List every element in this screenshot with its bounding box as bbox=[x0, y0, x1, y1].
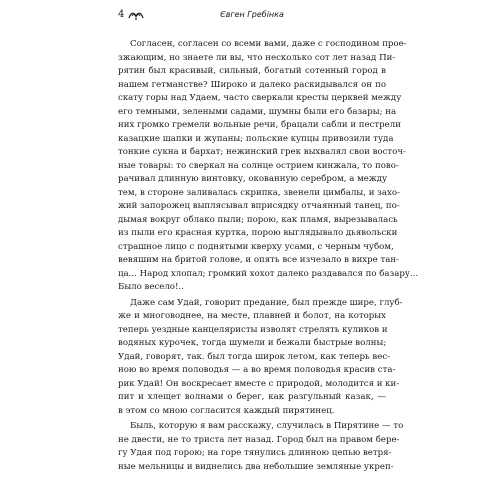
text-line: же и многоводнее, на месте, плавней и болот, на которых bbox=[118, 311, 386, 321]
text-line: них громко гремели вольные речи, брацали сабли и пестрели bbox=[118, 120, 401, 130]
text-line: рачивал длинную винтовку, окованную серебром, а между bbox=[118, 174, 388, 184]
text-line: вевяшим на бритой голове, и опять все изчезало в вихре тан- bbox=[118, 255, 399, 265]
text-line: Удай, говорят, так. был тогда широк летом, как теперь вес- bbox=[118, 351, 391, 362]
text-line: ною во время половодья — а во время половодья красив ста- bbox=[118, 365, 396, 375]
paragraph-1 bbox=[118, 38, 419, 295]
text-line: Даже сам Удай, говорит предание, был прежде шире, глуб- bbox=[130, 297, 403, 308]
text-line: рик Удай! Он воскресает вместе с природой, молодится и ки- bbox=[118, 378, 400, 389]
text-line: из пыли его красная куртка, порою выглядывало дьявольски bbox=[118, 228, 398, 238]
text-line: тем, в стороне заливалась скрипка, звенели цимбалы, и захо- bbox=[118, 187, 400, 198]
text-line: водяных курочек, тогда шумели и бежали быстрые волны; bbox=[118, 338, 387, 348]
text-line: не двести, не то триста лет назад. Город был на правом бере- bbox=[118, 434, 400, 445]
text-line: рятин был красивый, сильный, богатый сотенный город в bbox=[118, 66, 386, 76]
paragraph-3 bbox=[118, 420, 404, 474]
text-line: дымая вокруг облако пыли; порою, как пламя, вырезывалась bbox=[118, 214, 398, 225]
page-header bbox=[118, 8, 386, 24]
paragraph-2 bbox=[118, 297, 403, 419]
text-line: ные товары: то сверкал на солнце острием кинжала, то пово- bbox=[118, 160, 399, 171]
running-title: Євген Гребінка bbox=[220, 10, 284, 19]
text-line: тонкие сукна и бархат; нежинский грек выхвалял свои восточ- bbox=[118, 147, 406, 157]
text-line: Быль, которую я вам расскажу, случилась в Пирятине — то bbox=[130, 421, 404, 431]
text-line: Было весело!.. bbox=[118, 282, 184, 292]
text-line: ца... Народ хлопал; громкий хохот далеко раздавался по базару... bbox=[118, 268, 419, 279]
text-line: нашем гетманстве? Широко и далеко раскидывался он по bbox=[118, 79, 386, 90]
text-line: пит и хлещет волнами о берег, как разгульный казак, — bbox=[118, 392, 386, 402]
text-line: страшное лицо с поднятыми кверху усами, с черным чубом, bbox=[118, 241, 394, 252]
text-line: теперь уездные канцеляристы изволят стрелять куликов и bbox=[118, 324, 388, 335]
text-line: его темными, зелеными садами, шумны были его базары; на bbox=[118, 106, 397, 117]
text-line: жий запорожец выплясывал вприсядку отчаянный танец, по- bbox=[118, 201, 400, 211]
text-line: ные мельницы и виднелись два небольшие земляные укреп- bbox=[118, 461, 394, 472]
page-number: 4 bbox=[118, 9, 125, 20]
body-text bbox=[118, 38, 419, 474]
text-line: скату горы над Удаем, часто сверкали кресты церквей между bbox=[118, 93, 402, 103]
text-line: гу Удая под горою; на горе тянулись длинною цепью ветря- bbox=[118, 448, 392, 458]
text-line: Согласен, согласен со всеми вами, даже с господином прое- bbox=[130, 39, 407, 49]
text-line: в этом со мною согласится каждый пирятинец. bbox=[118, 405, 335, 416]
text-line: казацкие шапки и жупаны; польские купцы привозили туда bbox=[118, 133, 394, 144]
text-line: зжающим, но знаете ли вы, что несколько сот лет назад Пи- bbox=[118, 52, 396, 63]
